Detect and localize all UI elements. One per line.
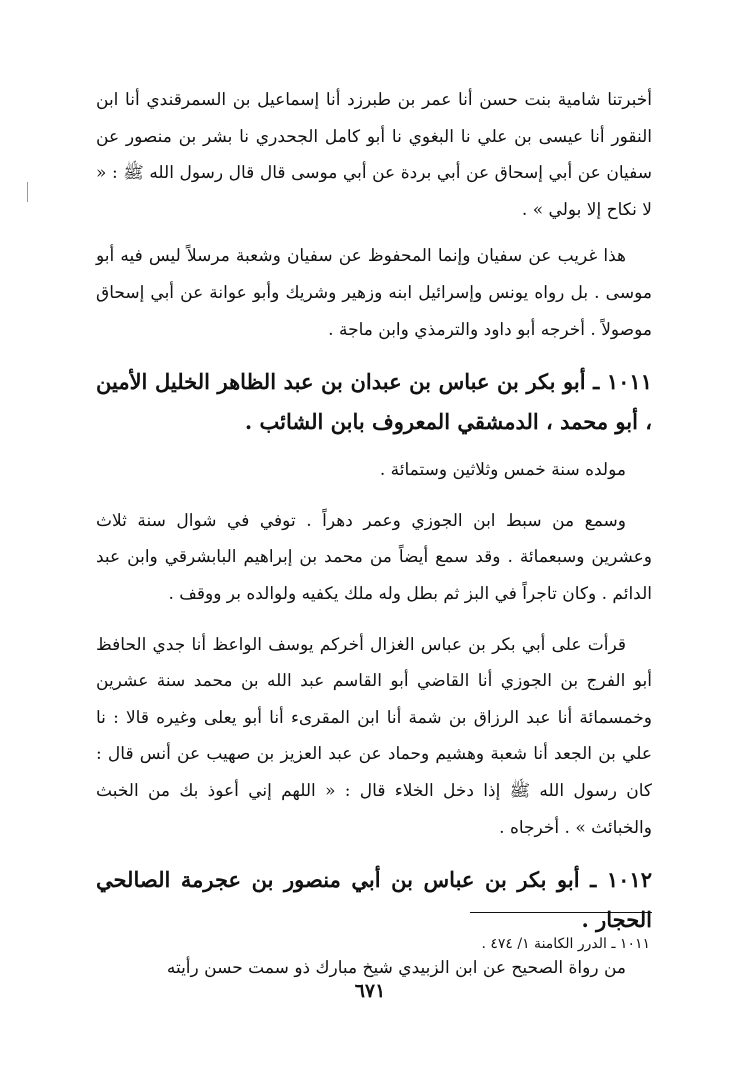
page-body (96, 82, 652, 1001)
entry-heading-1012: ١٠١٢ ـ أبو بكر بن عباس بن أبي منصور بن عجرمة الصالحي الحجار . (96, 867, 652, 933)
footnote: ١٠١١ ـ الدرر الكامنة ١/ ٤٧٤ . (481, 936, 650, 952)
paragraph-birth: مولده سنة خمس وثلاثين وستمائة . (379, 460, 626, 481)
entry-heading-1011: ١٠١١ ـ أبو بكر بن عباس بن عبدان بن عبد الظاهر الخليل الأمين ، أبو محمد ، الدمشقي المعروف بابن الشائب . (96, 369, 652, 435)
paragraph-commentary-1: هذا غريب عن سفيان وإنما المحفوظ عن سفيان وشعبة مرسلاً ليس فيه أبو موسى . بل رواه يونس وإسرائيل ابنه وزهير وشريك وأبو عوانة عن أبي إسحاق موصولاً . أخرجه أبو داود والترمذي وابن ماجة . (96, 246, 652, 340)
paragraph-biography: وسمع من سبط ابن الجوزي وعمر دهراً . توفي في شوال سنة ثلاث وعشرين وسبعمائة . وقد سمع أيضاً من محمد بن إبراهيم البابشرقي وابن عبد الدائم . وكان تاجراً في البز ثم بطل وله ملك يكفيه ولوالده بر ووقف . (96, 510, 652, 604)
paragraph-hadith-2: قرأت على أبي بكر بن عباس الغزال أخركم يوسف الواعظ أنا جدي الحافظ أبو الفرج بن الجوزي أنا القاضي أبو القاسم عبد الله بن محمد سنة عشرين وخمسمائة أنا عبد الرزاق بن شمة أنا ابن المقرىء أنا أبو يعلى وغيره قالا : نا علي بن الجعد أنا شعبة وهشيم وحماد عن عبد العزيز بن صهيب عن أنس قال : كان رسول الله ﷺ إذا دخل الخلاء قال : « اللهم إني أعوذ بك من الخبث والخبائث » . أخرجاه . (96, 634, 652, 838)
paragraph-entry-1012: من رواة الصحيح عن ابن الزبيدي شيخ مبارك ذو سمت حسن رأيته (166, 958, 626, 979)
paragraph-hadith-1: أخبرتنا شامية بنت حسن أنا عمر بن طبرزد أنا إسماعيل بن السمرقندي أنا ابن النقور أنا عيسى بن علي نا البغوي نا أبو كامل الجحدري نا بشر بن منصور عن سفيان عن أبي إسحاق عن أبي بردة عن أبي موسى قال قال رسول الله ﷺ : « لا نكاح إلا بولي » . (96, 90, 652, 220)
margin-mark (27, 182, 31, 202)
footnote-divider (470, 912, 652, 913)
page-number: ٦٧١ (354, 980, 386, 1002)
